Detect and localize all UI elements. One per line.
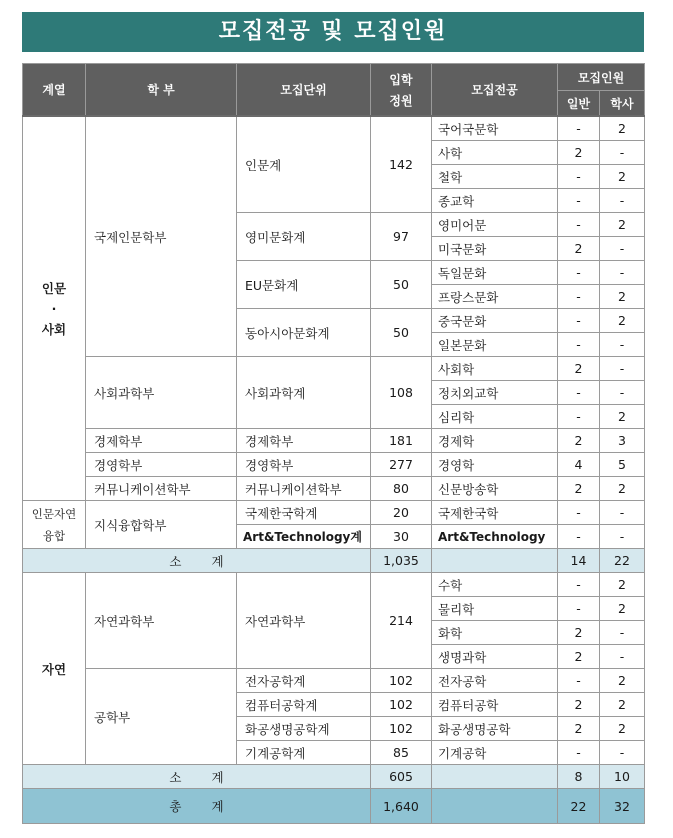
subtotal-humanities-blank bbox=[432, 549, 558, 573]
faculty-economics: 경제학부 bbox=[86, 429, 237, 453]
major-cell: 일본문화 bbox=[432, 333, 558, 357]
group-humanities bbox=[23, 116, 86, 501]
general-cell: - bbox=[558, 165, 600, 189]
header-quota-line1: 입학 bbox=[389, 72, 413, 87]
general-cell: - bbox=[558, 573, 600, 597]
header-faculty: 학 부 bbox=[86, 64, 237, 117]
bachelor-cell: - bbox=[600, 261, 645, 285]
major-cell: 사회학 bbox=[432, 357, 558, 381]
bachelor-cell: - bbox=[600, 381, 645, 405]
bachelor-cell: 2 bbox=[600, 213, 645, 237]
subtotal-humanities-general: 14 bbox=[558, 549, 600, 573]
bachelor-cell: 5 bbox=[600, 453, 645, 477]
bachelor-cell: - bbox=[600, 357, 645, 381]
general-cell: 4 bbox=[558, 453, 600, 477]
major-cell: 화공생명공학 bbox=[432, 717, 558, 741]
bachelor-cell: - bbox=[600, 189, 645, 213]
unit-chem-bio-eng: 화공생명공학계 bbox=[237, 717, 371, 741]
bachelor-cell: - bbox=[600, 525, 645, 549]
general-cell: 2 bbox=[558, 693, 600, 717]
major-cell: 생명과학 bbox=[432, 645, 558, 669]
general-cell: 2 bbox=[558, 429, 600, 453]
major-cell: 중국문화 bbox=[432, 309, 558, 333]
major-cell: 컴퓨터공학 bbox=[432, 693, 558, 717]
subtotal-science-bachelor: 10 bbox=[600, 765, 645, 789]
general-cell: - bbox=[558, 381, 600, 405]
unit-social-science: 사회과학계 bbox=[237, 357, 371, 429]
general-cell: - bbox=[558, 333, 600, 357]
major-cell: 물리학 bbox=[432, 597, 558, 621]
unit-english-culture: 영미문화계 bbox=[237, 213, 371, 261]
unit-east-asia-culture: 동아시아문화계 bbox=[237, 309, 371, 357]
group-humanities-line2: · bbox=[51, 301, 57, 316]
general-cell: - bbox=[558, 285, 600, 309]
major-cell: 심리학 bbox=[432, 405, 558, 429]
unit-humanities: 인문계 bbox=[237, 116, 371, 213]
group-convergence bbox=[23, 501, 86, 549]
general-cell: 2 bbox=[558, 717, 600, 741]
quota-mech-eng: 85 bbox=[371, 741, 432, 765]
subtotal-science-label: 소계 bbox=[23, 765, 371, 789]
quota-east-asia-culture: 50 bbox=[371, 309, 432, 357]
quota-economics: 181 bbox=[371, 429, 432, 453]
general-cell: - bbox=[558, 501, 600, 525]
header-unit: 모집단위 bbox=[237, 64, 371, 117]
general-cell: 2 bbox=[558, 621, 600, 645]
quota-electronic-eng: 102 bbox=[371, 669, 432, 693]
general-cell: - bbox=[558, 261, 600, 285]
quota-english-culture: 97 bbox=[371, 213, 432, 261]
total-blank bbox=[432, 789, 558, 824]
major-cell: 철학 bbox=[432, 165, 558, 189]
subtotal-humanities-bachelor: 22 bbox=[600, 549, 645, 573]
general-cell: 2 bbox=[558, 141, 600, 165]
bachelor-cell: - bbox=[600, 141, 645, 165]
subtotal-science-quota: 605 bbox=[371, 765, 432, 789]
page-title: 모집전공 및 모집인원 bbox=[22, 12, 644, 52]
bachelor-cell: - bbox=[600, 741, 645, 765]
unit-mech-eng: 기계공학계 bbox=[237, 741, 371, 765]
header-bachelor: 학사 bbox=[600, 91, 645, 117]
subtotal-science-general: 8 bbox=[558, 765, 600, 789]
bachelor-cell: 2 bbox=[600, 669, 645, 693]
bachelor-cell: 2 bbox=[600, 717, 645, 741]
bachelor-cell: - bbox=[600, 237, 645, 261]
major-cell: 국어국문학 bbox=[432, 116, 558, 141]
total-label: 총계 bbox=[23, 789, 371, 824]
general-cell: 2 bbox=[558, 357, 600, 381]
group-humanities-line1: 인문 bbox=[41, 281, 67, 296]
bachelor-cell: 2 bbox=[600, 477, 645, 501]
major-cell: 경영학 bbox=[432, 453, 558, 477]
major-cell: 정치외교학 bbox=[432, 381, 558, 405]
major-cell: 영미어문 bbox=[432, 213, 558, 237]
recruitment-table bbox=[22, 63, 645, 824]
group-humanities-line3: 사회 bbox=[41, 322, 67, 337]
unit-communication: 커뮤니케이션학부 bbox=[237, 477, 371, 501]
bachelor-cell: 2 bbox=[600, 116, 645, 141]
faculty-engineering: 공학부 bbox=[86, 669, 237, 765]
quota-communication: 80 bbox=[371, 477, 432, 501]
quota-art-tech: 30 bbox=[371, 525, 432, 549]
major-cell: 미국문화 bbox=[432, 237, 558, 261]
bachelor-cell: 2 bbox=[600, 597, 645, 621]
general-cell: - bbox=[558, 116, 600, 141]
major-cell: Art&Technology bbox=[432, 525, 558, 549]
total-general: 22 bbox=[558, 789, 600, 824]
total-quota: 1,640 bbox=[371, 789, 432, 824]
quota-business: 277 bbox=[371, 453, 432, 477]
group-convergence-line1: 인문자연 bbox=[31, 506, 77, 521]
general-cell: - bbox=[558, 741, 600, 765]
header-general: 일반 bbox=[558, 91, 600, 117]
major-cell: 전자공학 bbox=[432, 669, 558, 693]
quota-korean-studies: 20 bbox=[371, 501, 432, 525]
unit-computer-eng: 컴퓨터공학계 bbox=[237, 693, 371, 717]
faculty-knowledge-convergence: 지식융합학부 bbox=[86, 501, 237, 549]
header-major: 모집전공 bbox=[432, 64, 558, 117]
unit-korean-studies: 국제한국학계 bbox=[237, 501, 371, 525]
major-cell: 국제한국학 bbox=[432, 501, 558, 525]
header-quota-line2: 정원 bbox=[389, 93, 413, 108]
bachelor-cell: - bbox=[600, 621, 645, 645]
bachelor-cell: - bbox=[600, 645, 645, 669]
unit-art-tech: Art&Technology계 bbox=[237, 525, 371, 549]
quota-social-science: 108 bbox=[371, 357, 432, 429]
quota-computer-eng: 102 bbox=[371, 693, 432, 717]
major-cell: 기계공학 bbox=[432, 741, 558, 765]
major-cell: 수학 bbox=[432, 573, 558, 597]
general-cell: 2 bbox=[558, 237, 600, 261]
general-cell: - bbox=[558, 405, 600, 429]
bachelor-cell: 2 bbox=[600, 573, 645, 597]
quota-eu-culture: 50 bbox=[371, 261, 432, 309]
bachelor-cell: 2 bbox=[600, 309, 645, 333]
header-recruit: 모집인원 bbox=[558, 64, 645, 91]
unit-natural-science: 자연과학부 bbox=[237, 573, 371, 669]
general-cell: - bbox=[558, 213, 600, 237]
bachelor-cell: 2 bbox=[600, 693, 645, 717]
general-cell: 2 bbox=[558, 477, 600, 501]
major-cell: 사학 bbox=[432, 141, 558, 165]
major-cell: 경제학 bbox=[432, 429, 558, 453]
general-cell: - bbox=[558, 525, 600, 549]
unit-economics: 경제학부 bbox=[237, 429, 371, 453]
bachelor-cell: - bbox=[600, 501, 645, 525]
faculty-business: 경영학부 bbox=[86, 453, 237, 477]
general-cell: - bbox=[558, 597, 600, 621]
major-cell: 프랑스문화 bbox=[432, 285, 558, 309]
faculty-natural-science: 자연과학부 bbox=[86, 573, 237, 669]
major-cell: 화학 bbox=[432, 621, 558, 645]
header-quota bbox=[371, 64, 432, 117]
general-cell: - bbox=[558, 189, 600, 213]
subtotal-humanities-label: 소계 bbox=[23, 549, 371, 573]
bachelor-cell: - bbox=[600, 333, 645, 357]
faculty-communication: 커뮤니케이션학부 bbox=[86, 477, 237, 501]
header-category: 계열 bbox=[23, 64, 86, 117]
unit-business: 경영학부 bbox=[237, 453, 371, 477]
major-cell: 신문방송학 bbox=[432, 477, 558, 501]
total-bachelor: 32 bbox=[600, 789, 645, 824]
subtotal-humanities-quota: 1,035 bbox=[371, 549, 432, 573]
major-cell: 종교학 bbox=[432, 189, 558, 213]
bachelor-cell: 2 bbox=[600, 285, 645, 309]
quota-humanities: 142 bbox=[371, 116, 432, 213]
quota-natural-science: 214 bbox=[371, 573, 432, 669]
group-science: 자연 bbox=[23, 573, 86, 765]
faculty-intl-humanities: 국제인문학부 bbox=[86, 116, 237, 357]
bachelor-cell: 2 bbox=[600, 165, 645, 189]
unit-eu-culture: EU문화계 bbox=[237, 261, 371, 309]
subtotal-science-blank bbox=[432, 765, 558, 789]
faculty-social-science: 사회과학부 bbox=[86, 357, 237, 429]
bachelor-cell: 3 bbox=[600, 429, 645, 453]
quota-chem-bio-eng: 102 bbox=[371, 717, 432, 741]
group-convergence-line2: 융합 bbox=[42, 528, 66, 543]
general-cell: - bbox=[558, 309, 600, 333]
general-cell: - bbox=[558, 669, 600, 693]
major-cell: 독일문화 bbox=[432, 261, 558, 285]
general-cell: 2 bbox=[558, 645, 600, 669]
bachelor-cell: 2 bbox=[600, 405, 645, 429]
unit-electronic-eng: 전자공학계 bbox=[237, 669, 371, 693]
